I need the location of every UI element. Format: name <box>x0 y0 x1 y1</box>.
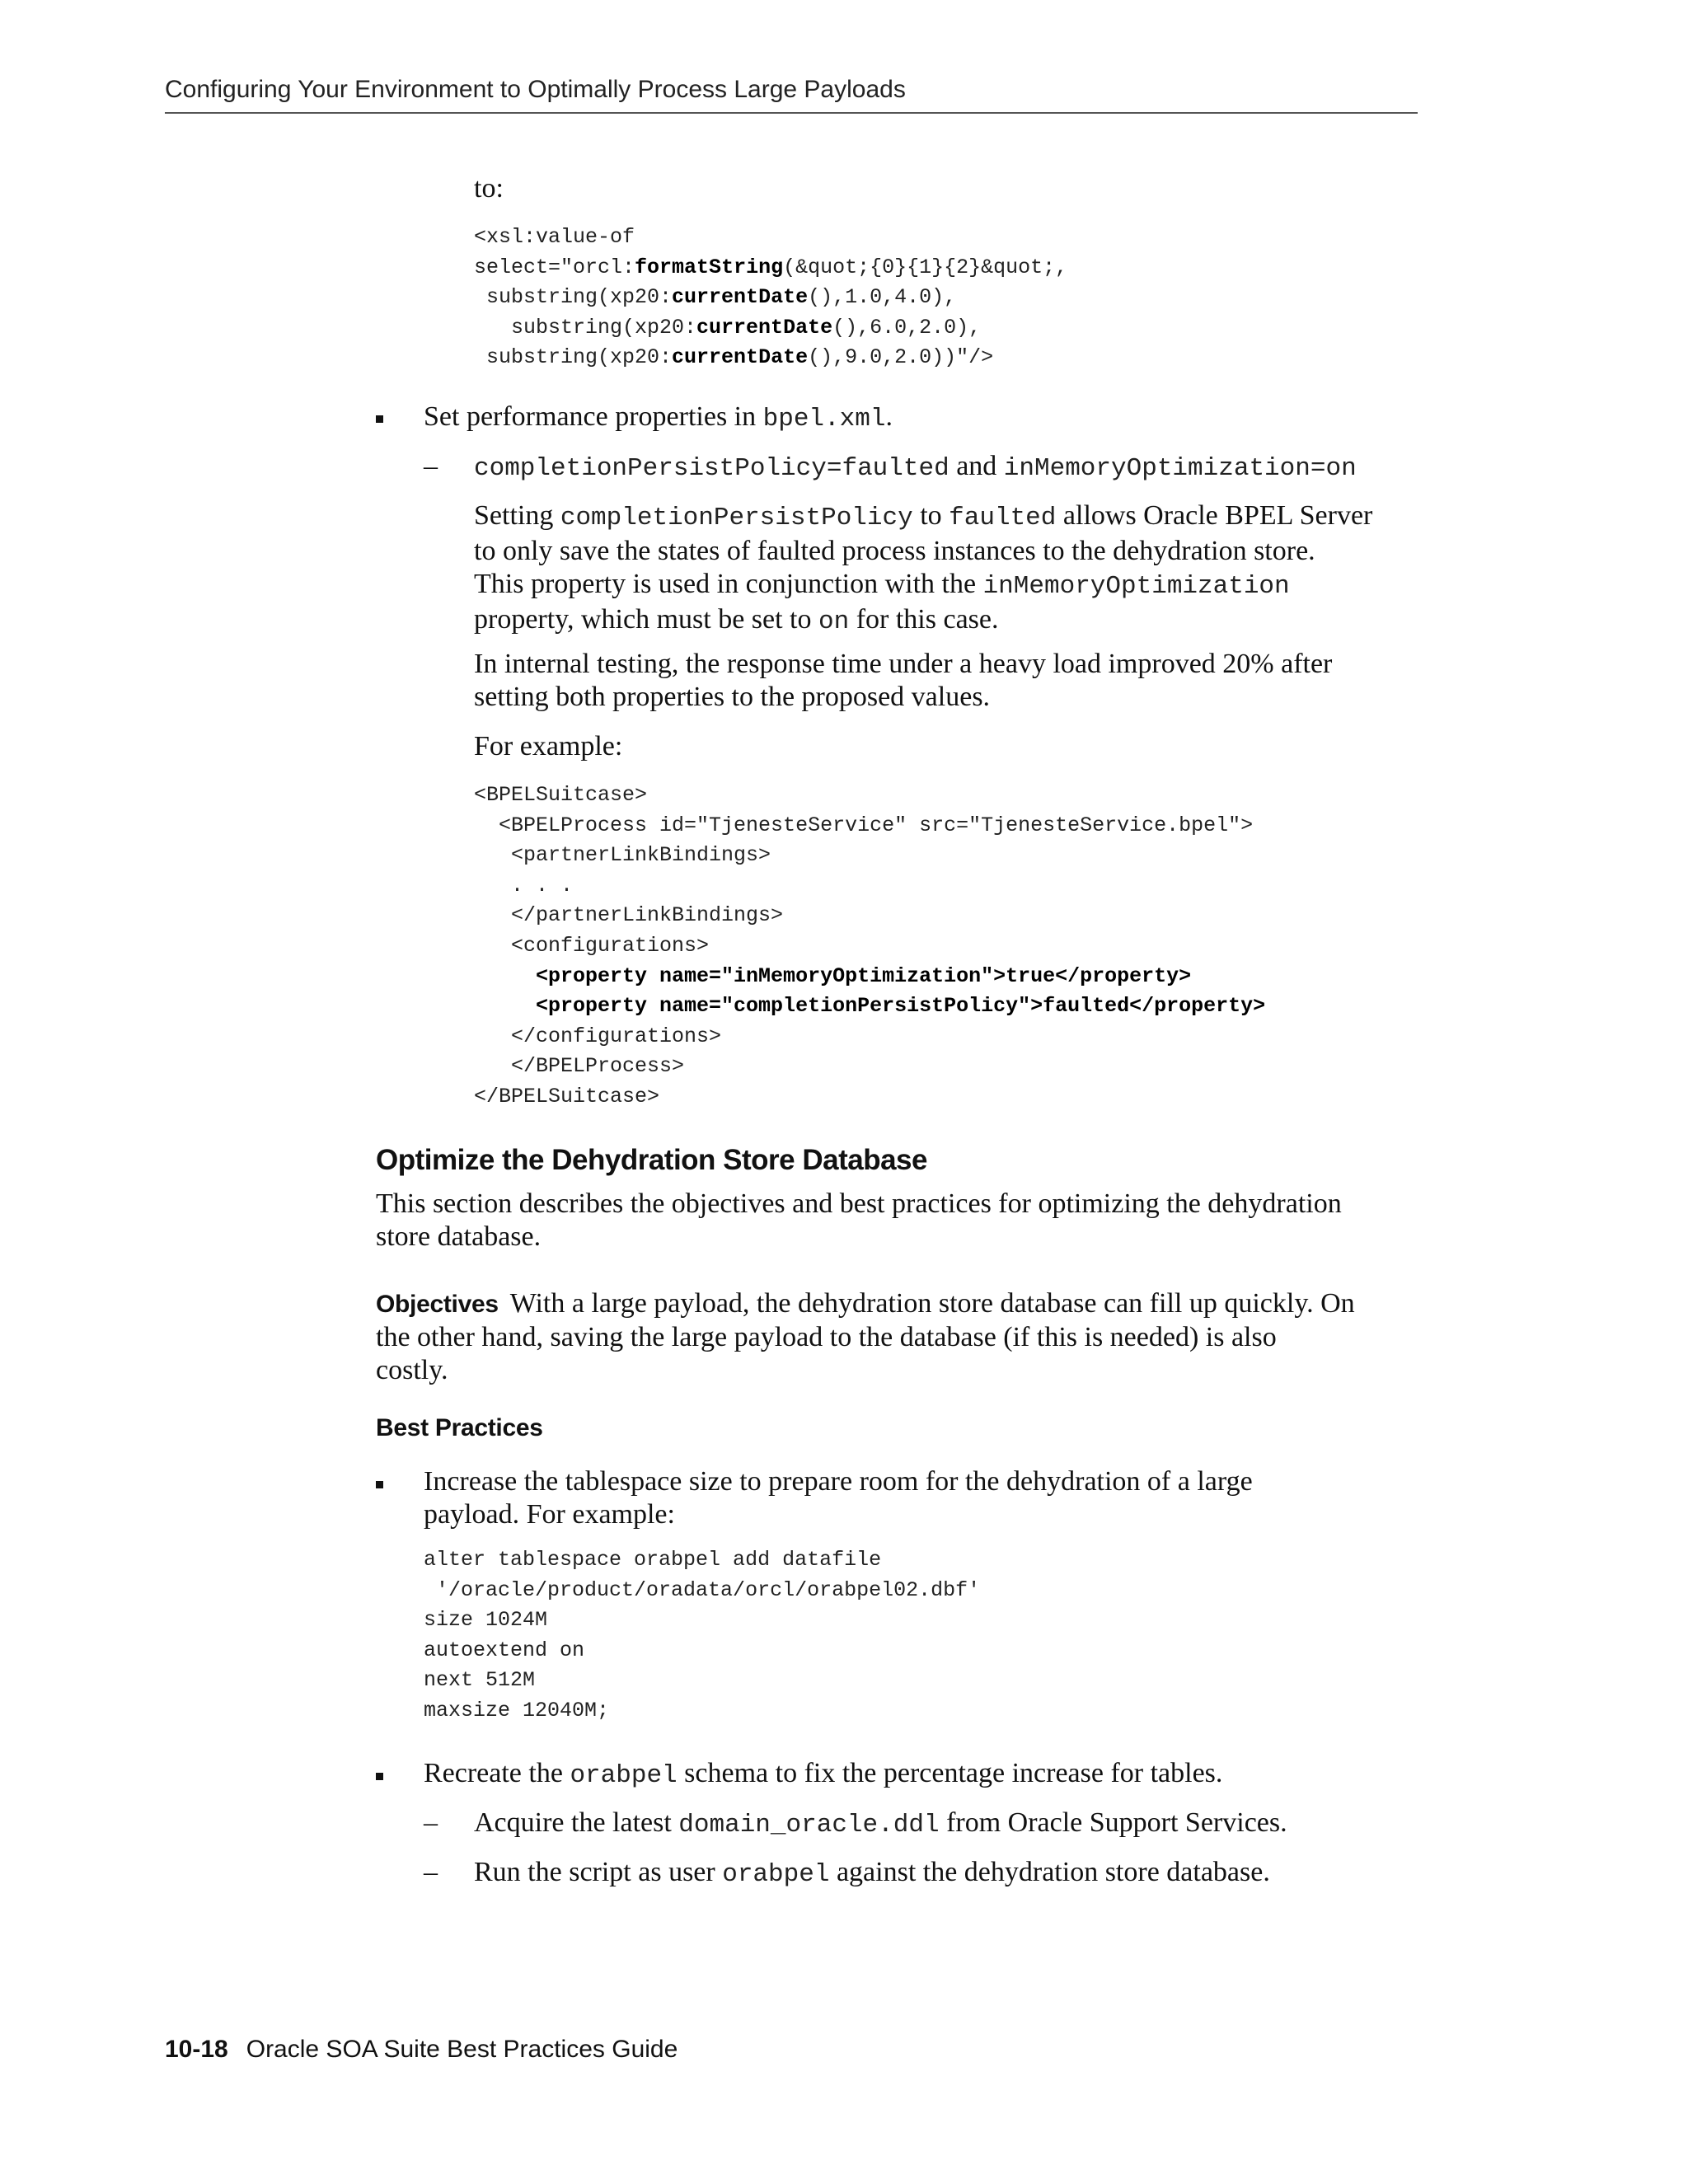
code-line: <configurations> <box>474 933 710 958</box>
code-line: '/oracle/product/oradata/orcl/orabpel02.dbf' <box>424 1577 981 1602</box>
xsl-code-block <box>474 223 1067 373</box>
bullet-performance-properties <box>424 401 893 436</box>
code-line: </partnerLinkBindings> <box>474 903 784 928</box>
code-line: <BPELSuitcase> <box>474 783 648 807</box>
para-text: schema to fix the percentage increase for tables. <box>677 1758 1223 1788</box>
inline-code: inMemoryOptimization <box>982 572 1290 601</box>
code-line: autoextend on <box>424 1638 585 1662</box>
dash-marker: – <box>424 1857 438 1887</box>
code-line: <partnerLinkBindings> <box>474 843 771 868</box>
para-text: against the dehydration store database. <box>829 1857 1270 1887</box>
para-line: store database. <box>376 1221 542 1252</box>
for-example-text: For example: <box>474 731 623 762</box>
bullet-recreate-schema <box>424 1757 1222 1793</box>
inline-code: orabpel <box>570 1761 678 1790</box>
bullet-text-post: . <box>885 401 893 432</box>
code-line: substring(xp20:currentDate(),9.0,2.0))"/> <box>474 345 994 370</box>
dash-marker: – <box>424 1807 438 1838</box>
para-text: from Oracle Support Services. <box>939 1807 1287 1838</box>
para-text: property, which must be set to <box>474 604 818 635</box>
running-header <box>165 76 1418 114</box>
objectives-label: Objectives <box>376 1291 499 1318</box>
code-line: size 1024M <box>424 1608 548 1633</box>
code-line: select="orcl:formatString(&quot;{0}{1}{2}&quot;, <box>474 255 1068 279</box>
code-line <box>474 964 1191 988</box>
page-number: 10-18 <box>165 2036 228 2063</box>
bullet-marker <box>376 1773 383 1780</box>
book-title: Oracle SOA Suite Best Practices Guide <box>246 2036 678 2063</box>
para-text: Run the script as user <box>474 1857 723 1887</box>
code-line: substring(xp20:currentDate(),1.0,4.0), <box>474 285 957 310</box>
bullet-marker <box>376 1481 383 1488</box>
bullet-marker <box>376 415 383 423</box>
para-line: This section describes the objectives and best practices for optimizing the dehydration <box>376 1188 1342 1219</box>
para-line: the other hand, saving the large payload to the database (if this is needed) is also <box>376 1322 1277 1352</box>
code-line <box>474 994 1265 1018</box>
code-keyword: <property name="completionPersistPolicy">faulted</property> <box>474 994 1266 1019</box>
dash-and-text: and <box>949 451 1004 481</box>
testing-paragraph <box>474 648 1430 714</box>
code-line: substring(xp20:currentDate(),6.0,2.0), <box>474 315 982 340</box>
code-line: </BPELSuitcase> <box>474 1084 660 1108</box>
code-keyword: currentDate <box>672 285 809 310</box>
inline-code: faulted <box>949 504 1057 532</box>
page-footer <box>165 2036 678 2064</box>
code-line: </BPELProcess> <box>474 1054 685 1079</box>
code-line: alter tablespace orabpel add datafile <box>424 1548 882 1572</box>
para-text: allows Oracle BPEL Server <box>1056 500 1373 531</box>
para-line: to only save the states of faulted process instances to the dehydration store. <box>474 536 1315 566</box>
code-line: . . . <box>474 873 574 898</box>
para-text: to <box>912 500 950 531</box>
code-keyword: currentDate <box>672 345 809 370</box>
para-text: Recreate the <box>424 1758 570 1788</box>
bullet-tablespace <box>424 1465 1429 1531</box>
para-text: for this case. <box>849 604 999 635</box>
completion-policy-code: completionPersistPolicy=faulted <box>474 454 950 483</box>
policy-description-paragraph <box>474 499 1430 639</box>
para-line: payload. For example: <box>424 1499 675 1530</box>
code-line: </configurations> <box>474 1024 722 1048</box>
para-line: costly. <box>376 1355 448 1385</box>
code-line: next 512M <box>424 1668 536 1693</box>
para-line: Increase the tablespace size to prepare room for the dehydration of a large <box>424 1466 1253 1497</box>
best-practices-heading: Best Practices <box>376 1414 543 1441</box>
inline-code: domain_oracle.ddl <box>678 1811 940 1840</box>
para-line: setting both properties to the proposed values. <box>474 682 991 712</box>
inline-code: completionPersistPolicy <box>560 504 913 532</box>
para-text: Setting <box>474 500 560 531</box>
dash-acquire-ddl <box>474 1807 1287 1842</box>
to-label: to: <box>474 173 504 204</box>
inline-code: on <box>818 607 850 636</box>
running-header-title: Configuring Your Environment to Optimally Process Large Payloads <box>165 76 906 103</box>
para-text: With a large payload, the dehydration store database can fill up quickly. On <box>509 1288 1355 1319</box>
bpel-xml-code: bpel.xml <box>762 405 886 434</box>
code-keyword: formatString <box>635 255 784 279</box>
para-text: This property is used in conjunction with the <box>474 569 983 599</box>
bullet-text: Set performance properties in <box>424 401 763 432</box>
code-keyword: currentDate <box>696 315 833 340</box>
dash-run-script <box>474 1856 1270 1891</box>
section-intro <box>376 1188 1439 1254</box>
code-keyword: <property name="inMemoryOptimization">true</property> <box>474 963 1192 988</box>
objectives-paragraph <box>376 1287 1439 1387</box>
dash-properties-item <box>474 450 1357 485</box>
memory-optimization-code: inMemoryOptimization=on <box>1003 454 1357 483</box>
para-text: Acquire the latest <box>474 1807 679 1838</box>
code-line: <BPELProcess id="TjenesteService" src="TjenesteService.bpel"> <box>474 813 1254 837</box>
para-line: In internal testing, the response time under a heavy load improved 20% after <box>474 649 1333 679</box>
code-line: maxsize 12040M; <box>424 1698 610 1722</box>
dash-marker: – <box>424 451 438 481</box>
inline-code: orabpel <box>722 1860 830 1889</box>
bpel-code-block <box>474 780 1265 1113</box>
section-heading: Optimize the Dehydration Store Database <box>376 1144 927 1176</box>
code-line: <xsl:value-of <box>474 225 635 249</box>
sql-code-block <box>424 1545 980 1727</box>
